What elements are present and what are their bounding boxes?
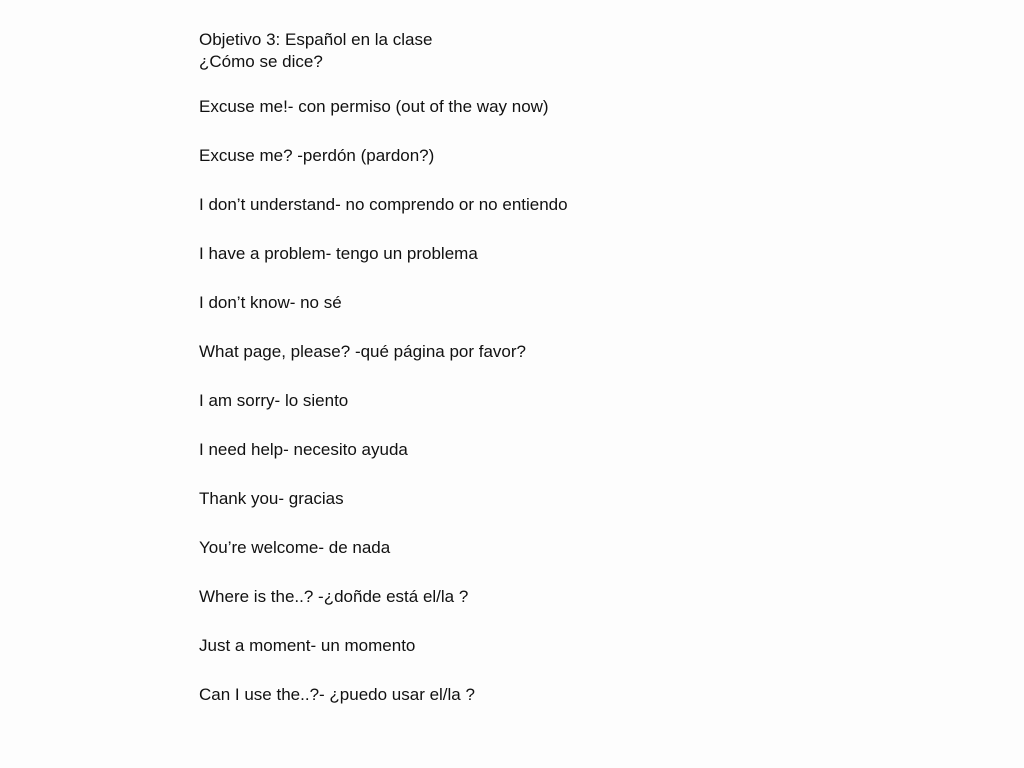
phrase-where-is: Where is the..? -¿doñde está el/la ?: [199, 587, 469, 606]
phrase-what-page: What page, please? -qué página por favor?: [199, 342, 527, 361]
phrase-need-help: I need help- necesito ayuda: [199, 440, 408, 459]
phrase-youre-welcome: You’re welcome- de nada: [199, 538, 391, 557]
phrase-sorry: I am sorry- lo siento: [199, 391, 349, 410]
phrase-just-a-moment: Just a moment- un momento: [199, 636, 416, 655]
document-title: Objetivo 3: Español en la clase: [199, 30, 433, 49]
phrase-excuse-me-exclaim: Excuse me!- con permiso (out of the way now): [199, 97, 549, 116]
phrase-dont-know: I don’t know- no sé: [199, 293, 342, 312]
phrase-thank-you: Thank you- gracias: [199, 489, 344, 508]
phrase-excuse-me-question: Excuse me? -perdón (pardon?): [199, 146, 435, 165]
phrase-can-i-use: Can I use the..?- ¿puedo usar el/la ?: [199, 685, 475, 704]
phrase-list: [199, 96, 899, 706]
document-content: [199, 29, 899, 733]
phrase-have-problem: I have a problem- tengo un problema: [199, 244, 478, 263]
phrase-dont-understand: I don’t understand- no comprendo or no entiendo: [199, 195, 568, 214]
document-subtitle: ¿Cómo se dice?: [199, 52, 323, 71]
